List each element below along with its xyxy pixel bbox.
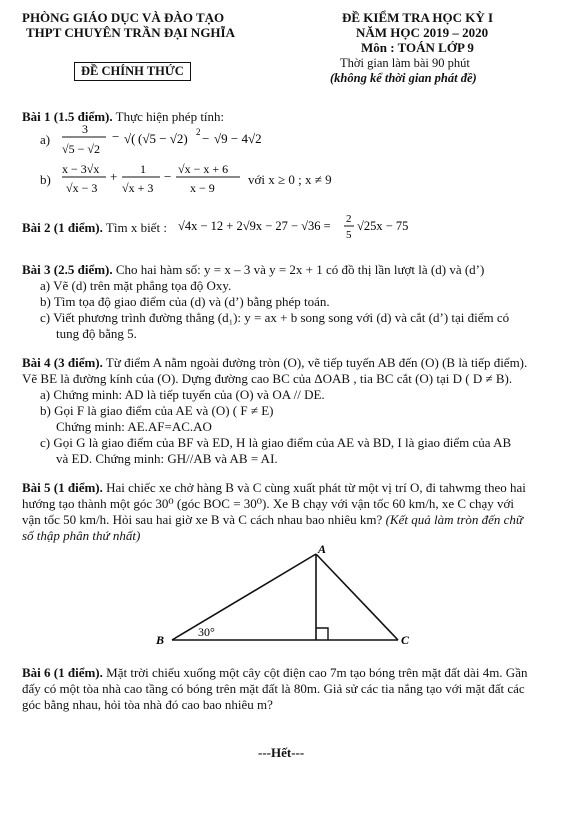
bai4-a: a) Chứng minh: AD là tiếp tuyến của (O) và OA // DE.: [40, 387, 325, 402]
exam-title: ĐỀ KIỂM TRA HỌC KỲ I: [342, 10, 494, 25]
school-year: NĂM HỌC 2019 – 2020: [356, 25, 489, 40]
bai5-title: Bài 5 (1 điểm).: [22, 480, 103, 495]
bai1-b-condition: với x ≥ 0 ; x ≠ 9: [248, 172, 332, 187]
label-c: C: [401, 633, 410, 647]
bai3-title: Bài 3 (2.5 điểm).: [22, 262, 113, 277]
bai3-c1: c) Viết phương trình đường thẳng (d₁): y = ax + b song song với (d) và cắt (d’) tại điểm có: [40, 310, 510, 325]
bai4-c2: và ED. Chứng minh: GH//AB và AB = AI.: [56, 451, 278, 466]
side-ab: [172, 554, 316, 640]
bai1-title: Bài 1 (1.5 điểm).: [22, 109, 113, 124]
bai4-title: Bài 4 (3 điểm).: [22, 355, 103, 370]
svg-text:√x + 3: √x + 3: [122, 181, 154, 195]
svg-text:5: 5: [346, 229, 352, 241]
bai3-heading: [22, 262, 484, 278]
side-ac: [316, 554, 398, 640]
subject: Môn : TOÁN LỚP 9: [361, 40, 474, 55]
svg-text:√9 − 4√2: √9 − 4√2: [214, 131, 262, 146]
bai5-l3: [22, 512, 523, 528]
bai3-b: b) Tìm tọa độ giao điểm của (d) và (d’) bằng phép toán.: [40, 294, 330, 309]
svg-text:x − 9: x − 9: [190, 181, 215, 195]
bai2-heading: [22, 220, 167, 236]
bai6-heading: [22, 665, 527, 681]
bai6-l3: góc bằng nhau, hỏi tòa nhà đó cao bao nhiêu m?: [22, 697, 273, 712]
duration-note: (không kể thời gian phát đề): [330, 71, 477, 85]
bai4-b2: Chứng minh: AE.AF=AC.AO: [56, 419, 212, 434]
bai3-a: a) Vẽ (d) trên mặt phẳng tọa độ Oxy.: [40, 278, 232, 293]
end-marker: ---Hết---: [258, 745, 305, 760]
bai4-l1: Từ điểm A nằm ngoài đường tròn (O), vẽ tiếp tuyến AB đến (O) (B là tiếp điểm).: [105, 355, 528, 370]
bai2-title: Bài 2 (1 điểm).: [22, 220, 103, 235]
bai3-text: Cho hai hàm số: y = x – 3 và y = 2x + 1 có đồ thị lần lượt là (d) và (d’): [115, 262, 485, 277]
official-badge: ĐỀ CHÍNH THỨC: [74, 62, 191, 81]
bai1-b-label: b): [40, 172, 51, 187]
bai6-title: Bài 6 (1 điểm).: [22, 665, 103, 680]
label-angle: 30°: [198, 625, 215, 639]
bai3-c2: tung độ bằng 5.: [56, 326, 137, 341]
svg-text:√x − 3: √x − 3: [66, 181, 98, 195]
label-a: A: [318, 542, 327, 556]
bai5-l4: số thập phân thứ nhất): [22, 528, 141, 543]
bai1-a-expression: [60, 120, 270, 160]
svg-text:√5 − √2: √5 − √2: [62, 142, 100, 156]
svg-text:−: −: [202, 131, 210, 146]
svg-text:√25x − 75: √25x − 75: [357, 219, 409, 233]
duration: Thời gian làm bài 90 phút: [340, 56, 470, 70]
svg-text:x − 3√x: x − 3√x: [62, 162, 100, 176]
bai1-a-label: a): [40, 132, 51, 147]
triangle-figure: [150, 540, 420, 650]
svg-text:2: 2: [196, 127, 201, 137]
svg-text:+: +: [110, 169, 118, 184]
bai1-text: Thực hiện phép tính:: [115, 109, 225, 124]
school-dept: PHÒNG GIÁO DỤC VÀ ĐÀO TẠO: [22, 10, 225, 25]
svg-text:(√5 − √2): (√5 − √2): [138, 131, 188, 146]
bai4-c1: c) Gọi G là giao điểm của BF và ED, H là giao điểm của AE và BD, I là giao điểm của AB: [40, 435, 512, 450]
label-b: B: [156, 633, 165, 647]
svg-text:√x − x + 6: √x − x + 6: [178, 162, 229, 176]
bai2-equation: [176, 210, 409, 246]
bai5-heading: [22, 480, 526, 496]
svg-text:1: 1: [140, 162, 146, 176]
bai4-b: b) Gọi F là giao điểm của AE và (O) ( F ≠ E): [40, 403, 274, 418]
svg-text:−: −: [164, 169, 172, 184]
svg-text:−: −: [112, 129, 120, 144]
svg-text:3: 3: [82, 122, 88, 136]
bai6-l1: Mặt trời chiếu xuống một cây cột điện cao 7m tạo bóng trên mặt đất dài 4m. Gần: [106, 665, 528, 680]
svg-text:√(: √(: [124, 131, 136, 146]
bai5-l1: Hai chiếc xe chở hàng B và C cùng xuất phát từ một vị trí O, đi tahwmg theo hai: [106, 480, 526, 495]
bai5-l2: hướng tạo thành một góc 30⁰ (góc BOC = 30⁰). Xe B chạy với vận tốc 60 km/h, xe C chạy với: [22, 496, 515, 511]
bai2-text: Tìm x biết :: [105, 220, 167, 235]
bai5-l3b: (Kết quả làm tròn đến chữ: [385, 512, 524, 527]
bai5-l3a: vận tốc 50 km/h. Hỏi sau hai giờ xe B và C cách nhau bao nhiêu km?: [22, 512, 386, 527]
right-angle-mark: [316, 628, 328, 640]
bai6-l2: đấy có một tòa nhà cao tầng có bóng trên mặt đất là 80m. Giả sử các tia nắng tạo với mặt đất các: [22, 681, 525, 696]
bai4-l2: Vẽ BE là đường kính của (O). Dựng đường cao BC của ΔOAB , tia BC cắt (O) tại D ( D ≠ B).: [22, 371, 513, 386]
bai4-heading: [22, 355, 527, 371]
svg-text:2: 2: [346, 213, 352, 225]
svg-text:√4x − 12 + 2√9x − 27 − √36 =: √4x − 12 + 2√9x − 27 − √36 =: [178, 219, 331, 233]
school-name: THPT CHUYÊN TRẦN ĐẠI NGHĨA: [26, 25, 235, 40]
